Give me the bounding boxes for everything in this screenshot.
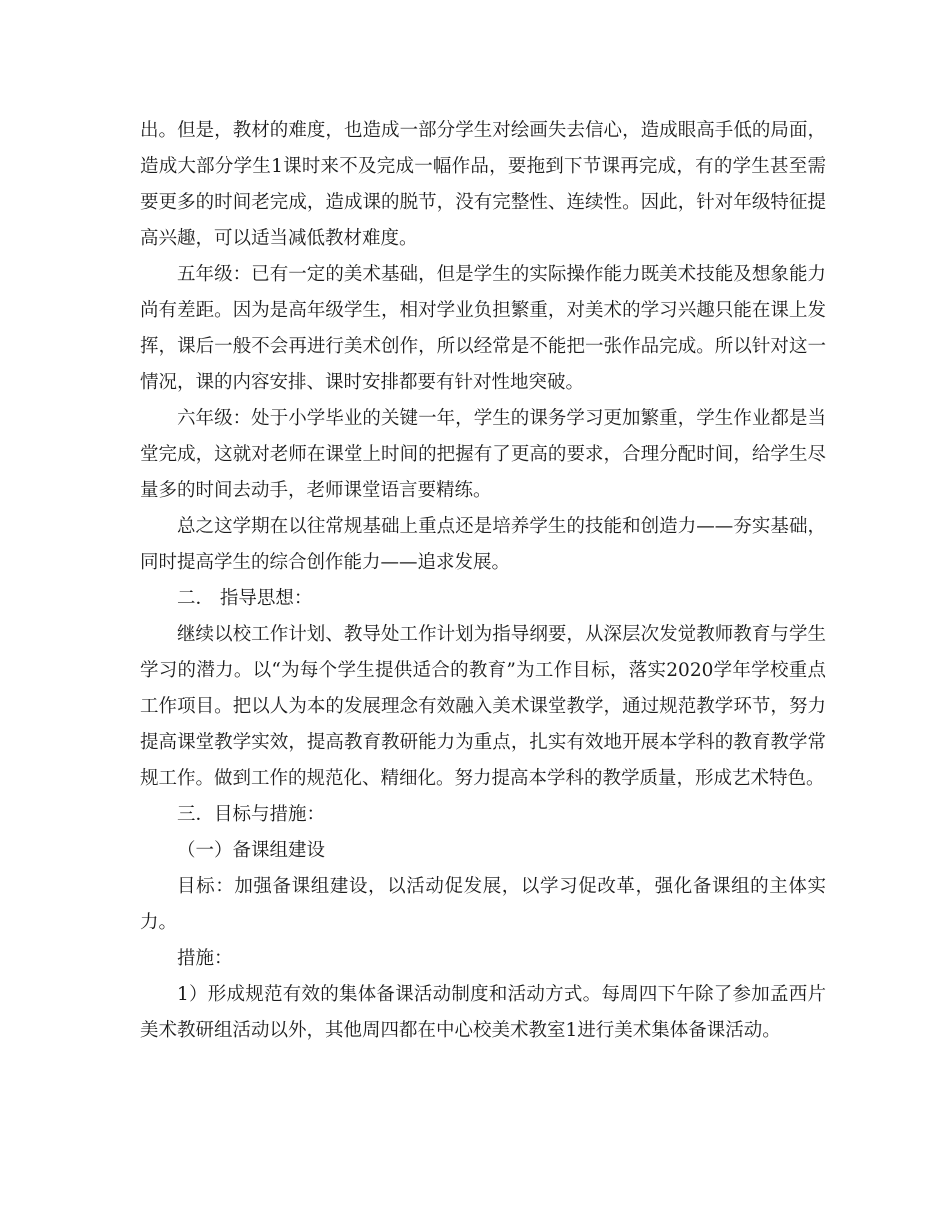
paragraph-summary: 总之这学期在以往常规基础上重点还是培养学生的技能和创造力——夯实基础，同时提高学生的综合创作能力——追求发展。 xyxy=(140,516,826,573)
paragraph-grade-six: 六年级：处于小学毕业的关键一年，学生的课务学习更加繁重，学生作业都是当堂完成，这就对老师在课堂上时间的把握有了更高的要求，合理分配时间，给学生尽量多的时间去动手，老师课堂语言要精练。 xyxy=(140,408,826,501)
paragraph-grade-five: 五年级：已有一定的美术基础，但是学生的实际操作能力既美术技能及想象能力尚有差距。因为是高年级学生，相对学业负担繁重，对美术的学习兴趣只能在课上发挥，课后一般不会再进行美术创作，所以经常是不能把一张作品完成。所以针对这一情况，课的内容安排、课时安排都要有针对性地突破。 xyxy=(140,264,826,393)
paragraph-continuation: 出。但是，教材的难度，也造成一部分学生对绘画失去信心，造成眼高手低的局面，造成大部分学生1课时来不及完成一幅作品，要拖到下节课再完成，有的学生甚至需要更多的时间老完成，造成课的脱节，没有完整性、连续性。因此，针对年级特征提高兴趣，可以适当减低教材难度。 xyxy=(140,120,826,249)
heading-measures: 措施： xyxy=(177,948,233,969)
paragraph-goal: 目标：加强备课组建设，以活动促发展，以学习促改革，强化备课组的主体实力。 xyxy=(140,876,826,933)
paragraph-measure-one: 1）形成规范有效的集体备课活动制度和活动方式。每周四下午除了参加孟西片美术教研组活动以外，其他周四都在中心校美术教室1进行美术集体备课活动。 xyxy=(140,984,826,1041)
paragraph-guiding-thought: 继续以校工作计划、教导处工作计划为指导纲要，从深层次发觉教师教育与学生学习的潜力。以“为每个学生提供适合的教育”为工作目标，落实2020学年学校重点工作项目。把以人为本的发展理念有效融入美术课堂教学，通过规范教学环节，努力提高课堂教学实效，提高教育教研能力为重点，扎实有效地开展本学科的教育教学常规工作。做到工作的规范化、精细化。努力提高本学科的教学质量，形成艺术特色。 xyxy=(140,624,826,789)
heading-guiding-thought: 二． 指导思想： xyxy=(177,588,313,609)
heading-group-building: （一）备课组建设 xyxy=(177,840,326,861)
document-body xyxy=(140,113,826,1049)
heading-goals-measures: 三．目标与措施： xyxy=(177,804,326,825)
